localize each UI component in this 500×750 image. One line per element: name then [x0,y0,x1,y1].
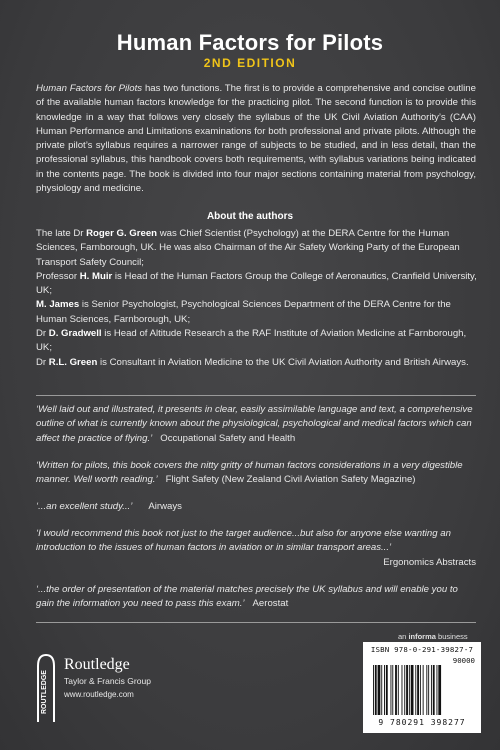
author-entry: M. James is Senior Psychologist, Psychological Sciences Department of the DERA Centre for the Human Sciences, Farnborough, UK; [36,299,451,325]
logo-vertical-text: ROUTLEDGE [41,670,48,714]
review-quote: ‘Written for pilots, this book covers the nitty gritty of human factors considerations in a very digestible manner. Well worth reading.’ Flight Safety (New Zealand Civil Aviation Safety Magazine) [36,460,463,486]
review-source: Airways [148,501,182,512]
author-entry: Professor H. Muir is Head of the Human Factors Group the College of Aeronautics, Cranfield University, UK; [36,270,477,297]
description-text: has two functions. The first is to provide a comprehensive and concise outline of the available human factors knowledge for the practicing pilot. The second function is to provide this knowledge in a way that follows very closely the syllabus of the UK Civil Aviation Authority’s (CAA) Human Performance and Limitations examinations for both professional and private pilots. Although the private pilot’s syllabus requires a narrower range of subjects to be studied, and in less detail, than the professional syllabus, this handbook covers both requirements, with syllabus variations being indicated in the contents page. The book is divided into four major sections containing material from psychology, physiology and medicine. [36,83,476,195]
divider [36,395,476,396]
price-code: 90000 [452,656,475,665]
review-source: Occupational Safety and Health [160,432,296,444]
author-entry: The late Dr Roger G. Green was Chief Scientist (Psychology) at the DERA Centre for the Human Sciences, Farnborough, UK. He was also Chairman of the Air Safety Working Party of the European Transport Safety Council; [36,228,460,268]
review-quote: ‘Well laid out and illustrated, it presents in clear, easily assimilable language and text, a comprehensive outline of what is currently known about the physiological, psychological and medical factors which can affect the practice of flying.’ Occupational Safety and Health [36,404,473,444]
routledge-logo-icon [35,652,57,724]
barcode-panel [363,642,481,733]
review-source: Aerostat [252,598,289,610]
informa-business-label: an informa business [398,632,468,641]
book-title: Human Factors for Pilots [116,30,384,55]
publisher-group: Taylor & Francis Group [64,676,151,686]
review-source: Flight Safety (New Zealand Civil Aviation Safety Magazine) [165,474,416,486]
review-source: Ergonomics Abstracts [383,556,476,568]
authors-list [36,227,481,370]
book-description [36,82,476,196]
barcode-number: 9 780291 398277 [378,718,466,727]
author-name: D. Gradwell [48,328,102,340]
barcode-bars [373,665,473,715]
divider [36,622,476,623]
publisher-url: www.routledge.com [64,690,134,699]
author-entry: Dr R.L. Green is Consultant in Aviation Medicine to the UK Civil Aviation Authority and British Airways. [36,356,469,368]
author-name: M. James [36,299,80,311]
author-name: R.L. Green [48,356,98,368]
edition-label: 2ND EDITION [203,56,297,70]
isbn-text: ISBN 978-0-291-39827-7 [370,645,474,654]
author-name: Roger G. Green [86,228,158,239]
review-quote: ‘I would recommend this book not just to the target audience...but also for anyone else wanting an introduction to the issues of human factors in aviation or in similar transport areas...’ Ergonomics Abstracts [36,527,476,570]
about-authors-heading: About the authors [206,211,294,222]
author-name: H. Muir [79,270,113,282]
publisher-name: Routledge [64,656,130,673]
review-quote: ‘...the order of presentation of the material matches precisely the UK syllabus and will enable you to gain the information you need to pass this exam.’ Aerostat [36,584,458,610]
review-quote: ‘...an excellent study...’ Airways [36,501,182,512]
author-entry: Dr D. Gradwell is Head of Altitude Research a the RAF Institute of Aviation Medicine at Farnborough, UK; [36,328,467,354]
book-name-italic: Human Factors for Pilots [36,83,143,94]
